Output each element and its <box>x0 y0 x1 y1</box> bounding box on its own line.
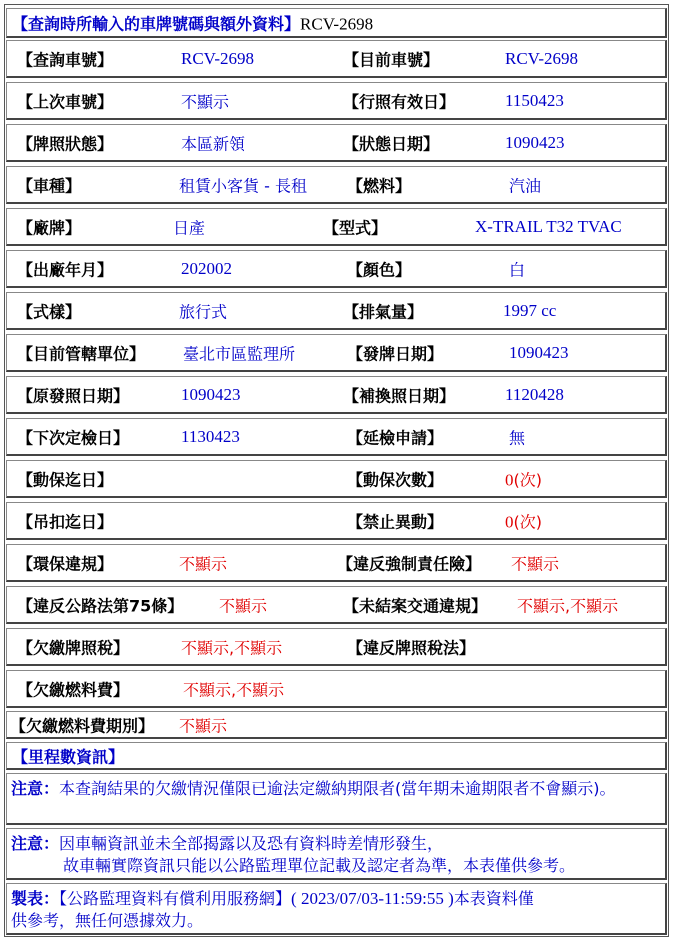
label-body-style: 【式樣】 <box>17 302 82 321</box>
mileage-row <box>6 742 667 770</box>
label-color: 【顏色】 <box>347 260 412 279</box>
label-plate-status: 【牌照狀態】 <box>17 134 114 153</box>
label-unpaid-fuel-fee: 【欠繳燃料費】 <box>17 680 130 699</box>
info-row <box>6 628 667 666</box>
value-original-issue-date: 1090423 <box>181 384 241 404</box>
label-lien-end-date: 【動保迄日】 <box>17 470 114 489</box>
value-manufacture-date: 202002 <box>181 258 232 278</box>
label-lien-count: 【動保次數】 <box>347 470 444 489</box>
info-row <box>6 334 667 372</box>
label-current-plate: 【目前車號】 <box>343 50 440 69</box>
value-unpaid-fuel-fee: 不顯示,不顯示 <box>183 680 285 699</box>
footer-box <box>6 883 667 935</box>
label-highway-act-violation: 【違反公路法第75條】 <box>17 596 184 615</box>
value-vehicle-type: 租賃小客貨 - 長租 <box>179 176 307 195</box>
note-box <box>6 773 667 825</box>
value-previous-plate: 不顯示 <box>181 92 230 111</box>
note-line-1: 因車輛資訊並未全部揭露以及恐有資料時差情形發生， <box>59 834 444 853</box>
label-inspection-extension: 【延檢申請】 <box>347 428 444 447</box>
value-jurisdiction: 臺北市區監理所 <box>183 344 296 363</box>
value-color: 白 <box>509 260 526 279</box>
label-status-date: 【狀態日期】 <box>343 134 440 153</box>
label-reissue-date: 【補換照日期】 <box>343 386 456 405</box>
info-row <box>6 124 667 162</box>
info-row <box>6 670 667 708</box>
value-issue-date: 1090423 <box>509 342 569 362</box>
label-model: 【型式】 <box>323 218 388 237</box>
value-license-valid-date: 1150423 <box>505 90 564 110</box>
label-open-traffic-violation: 【未結案交通違規】 <box>343 596 488 615</box>
info-row <box>6 544 667 582</box>
value-fuel: 汽油 <box>509 176 542 195</box>
value-status-date: 1090423 <box>505 132 565 152</box>
info-row <box>6 208 667 246</box>
label-license-valid-date: 【行照有效日】 <box>343 92 456 111</box>
value-transfer-ban: 0 <box>505 512 514 531</box>
info-row <box>6 460 667 498</box>
info-row <box>6 40 667 78</box>
label-license-tax-violation: 【違反牌照稅法】 <box>347 638 476 657</box>
value-model: X-TRAIL T32 TVAC <box>475 216 622 236</box>
value-unpaid-license-tax: 不顯示,不顯示 <box>181 638 283 657</box>
info-row <box>6 250 667 288</box>
note-box <box>6 828 667 880</box>
label-query-plate: 【查詢車號】 <box>17 50 114 69</box>
value-current-plate: RCV-2698 <box>505 48 579 68</box>
label-environmental-violation: 【環保違規】 <box>17 554 114 573</box>
header-plate: RCV-2698 <box>300 14 374 33</box>
note-key: 注意： <box>11 779 60 798</box>
value-next-inspection: 1130423 <box>181 426 240 446</box>
value-displacement: 1997 cc <box>503 300 557 320</box>
note-line-2: 故車輛實際資訊只能以公路監理單位記載及認定者為準，本表僅供參考。 <box>63 856 576 875</box>
unit-times: (次) <box>513 512 542 531</box>
info-row <box>6 376 667 414</box>
unit-times: (次) <box>513 470 542 489</box>
value-brand: 日產 <box>173 218 206 237</box>
query-header <box>6 8 667 38</box>
label-transfer-ban: 【禁止異動】 <box>347 512 444 531</box>
value-inspection-extension: 無 <box>509 428 526 447</box>
label-insurance-violation: 【違反強制責任險】 <box>337 554 482 573</box>
value-body-style: 旅行式 <box>179 302 228 321</box>
label-unpaid-license-tax: 【欠繳牌照稅】 <box>17 638 130 657</box>
info-row <box>6 82 667 120</box>
label-mileage-info: 【里程數資訊】 <box>12 747 125 766</box>
info-row <box>6 418 667 456</box>
label-jurisdiction: 【目前管轄單位】 <box>17 344 146 363</box>
label-vehicle-type: 【車種】 <box>17 176 82 195</box>
label-previous-plate: 【上次車號】 <box>17 92 114 111</box>
label-brand: 【廠牌】 <box>17 218 82 237</box>
value-open-traffic-violation: 不顯示,不顯示 <box>517 596 619 615</box>
footer-timestamp: ( 2023/07/03-11:59:55 ) <box>291 889 454 908</box>
value-highway-act-violation: 不顯示 <box>219 596 268 615</box>
label-displacement: 【排氣量】 <box>343 302 424 321</box>
value-insurance-violation: 不顯示 <box>511 554 560 573</box>
label-issue-date: 【發牌日期】 <box>347 344 444 363</box>
label-manufacture-date: 【出廠年月】 <box>17 260 114 279</box>
note-key: 注意： <box>11 834 60 853</box>
value-lien-count: 0 <box>505 470 514 489</box>
label-original-issue-date: 【原發照日期】 <box>17 386 130 405</box>
header-title: 【查詢時所輸入的車牌號碼與額外資料】 <box>12 14 301 33</box>
footer-text-1: 本表資料僅 <box>453 889 534 908</box>
info-row <box>6 586 667 624</box>
info-row <box>6 166 667 204</box>
value-plate-status: 本區新領 <box>181 134 246 153</box>
info-row <box>6 502 667 540</box>
footer-source: 【公路監理資料有償利用服務網】 <box>59 889 292 908</box>
info-row <box>6 711 667 739</box>
value-environmental-violation: 不顯示 <box>179 554 228 573</box>
footer-text-2: 供參考，無任何憑據效力。 <box>11 911 204 930</box>
footer-key: 製表： <box>11 889 60 908</box>
value-query-plate: RCV-2698 <box>181 48 255 68</box>
label-next-inspection: 【下次定檢日】 <box>17 428 130 447</box>
label-unpaid-fuel-fee-period: 【欠繳燃料費期別】 <box>10 716 155 735</box>
label-fuel: 【燃料】 <box>347 176 412 195</box>
value-unpaid-fuel-fee-period: 不顯示 <box>179 716 228 735</box>
info-row <box>6 292 667 330</box>
note-text: 本查詢結果的欠繳情況僅限已逾法定繳納期限者(當年期未逾期限者不會顯示)。 <box>59 779 616 798</box>
value-reissue-date: 1120428 <box>505 384 564 404</box>
label-suspension-end-date: 【吊扣迄日】 <box>17 512 114 531</box>
